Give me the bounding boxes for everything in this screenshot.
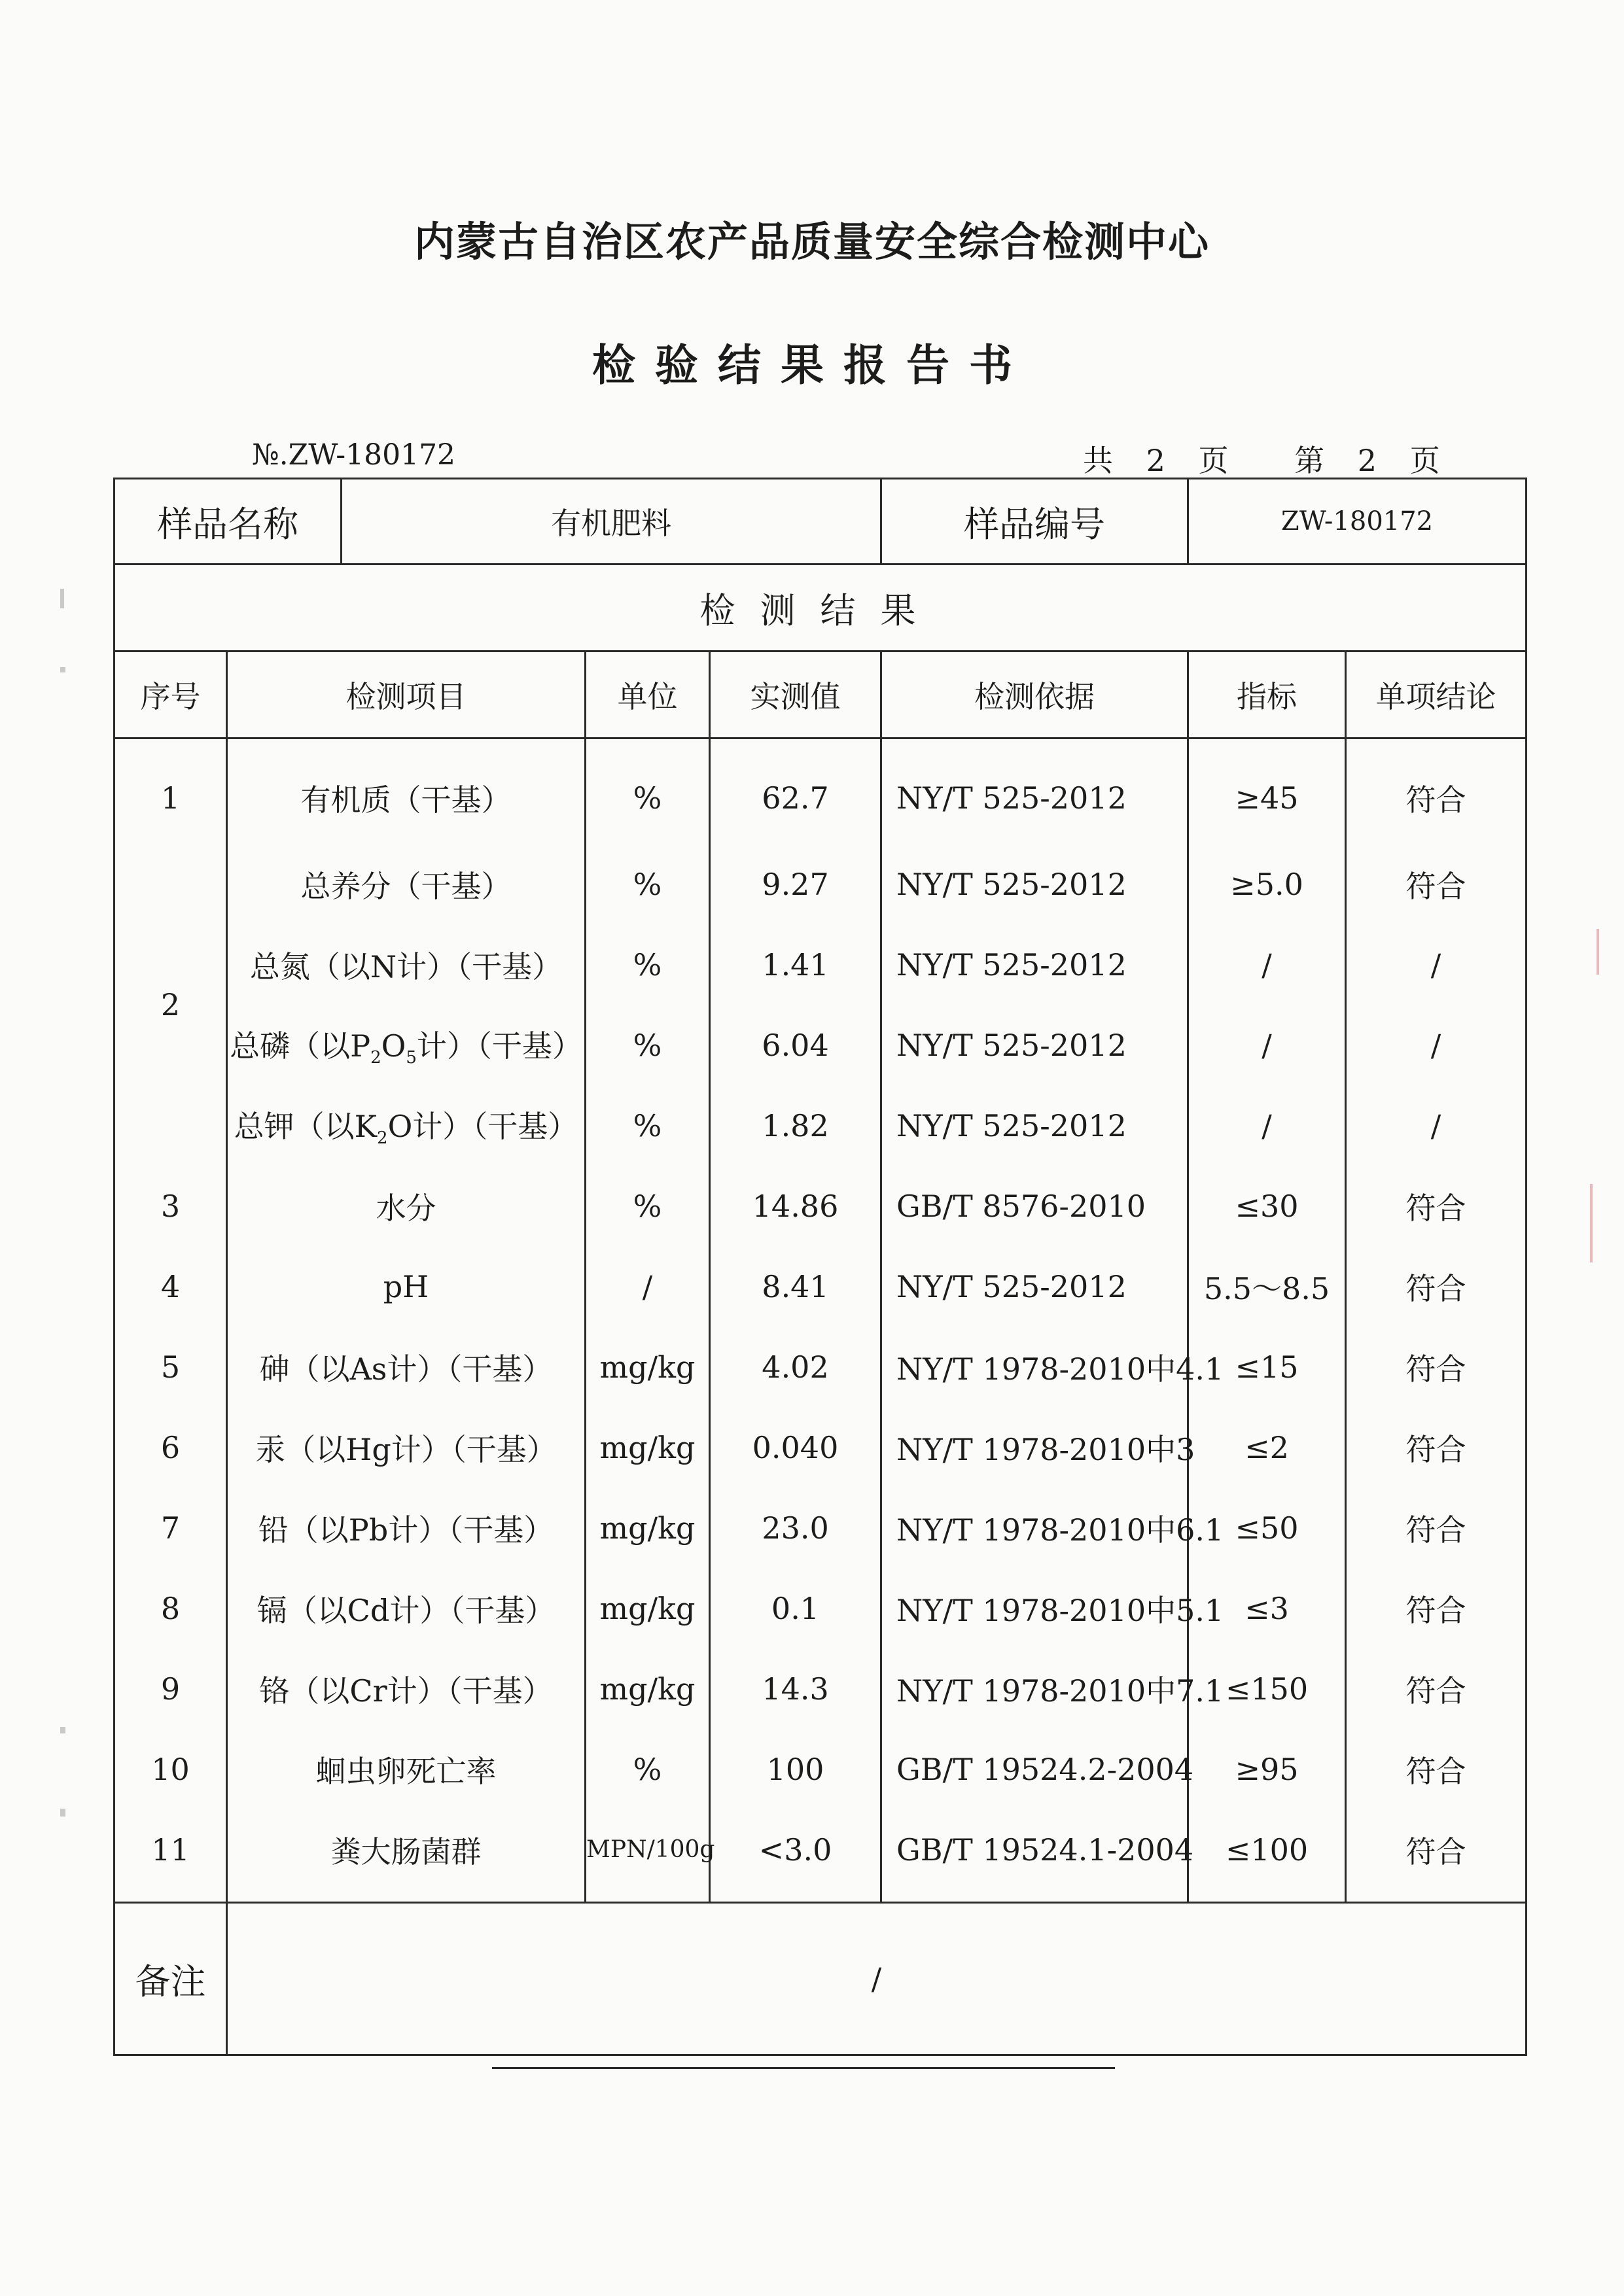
row-spec: ≤100 (1188, 1809, 1346, 1903)
row-unit: mg/kg (586, 1407, 710, 1487)
table-row (115, 1085, 1527, 1166)
col-header-result: 单项结论 (1346, 652, 1527, 739)
table-row (115, 1407, 1527, 1487)
page-indicator (1083, 437, 1453, 480)
row-value: 62.7 (710, 739, 881, 844)
table-row (115, 1005, 1527, 1085)
sample-name-value: 有机肥料 (342, 479, 881, 565)
row-result: 符合 (1346, 1246, 1527, 1327)
row-item: 总钾（以$K_2O$计）（干基） (227, 1085, 586, 1166)
row-no: 8 (115, 1568, 227, 1648)
table-row (115, 844, 1527, 924)
sample-code-label: 样品编号 (881, 479, 1188, 565)
row-spec: 5.5～8.5 (1188, 1246, 1346, 1327)
page-total: 2 (1146, 443, 1169, 478)
row-result: 符合 (1346, 844, 1527, 924)
row-basis: NY/T 1978-2010中3 (881, 1407, 1188, 1487)
row-spec: ≤2 (1188, 1407, 1346, 1487)
row-unit: % (586, 1005, 710, 1085)
row-value: 14.86 (710, 1166, 881, 1246)
row-result: 符合 (1346, 1648, 1527, 1729)
sample-code-value: ZW-180172 (1188, 479, 1527, 565)
row-item: 总养分（干基） (227, 844, 586, 924)
row-item: 粪大肠菌群 (227, 1809, 586, 1903)
row-no: 1 (115, 739, 227, 844)
row-no: 9 (115, 1648, 227, 1729)
row-spec: ≤3 (1188, 1568, 1346, 1648)
row-spec: ≤50 (1188, 1487, 1346, 1568)
results-table (113, 478, 1527, 2056)
row-spec: ≥95 (1188, 1729, 1346, 1809)
row-unit: % (586, 739, 710, 844)
row-result: 符合 (1346, 739, 1527, 844)
row-value: 9.27 (710, 844, 881, 924)
row-item: 铬（以Cr计）（干基） (227, 1648, 586, 1729)
row-item: pH (227, 1246, 586, 1327)
row-spec: ≥5.0 (1188, 844, 1346, 924)
row-value: 4.02 (710, 1327, 881, 1407)
row-basis: NY/T 525-2012 (881, 1005, 1188, 1085)
row-result: / (1346, 1005, 1527, 1085)
stamp-edge (1597, 929, 1599, 975)
row-basis: NY/T 1978-2010中5.1 (881, 1568, 1188, 1648)
row-unit: mg/kg (586, 1487, 710, 1568)
row-unit: % (586, 1166, 710, 1246)
scan-speck (60, 667, 65, 672)
table-row (115, 1487, 1527, 1568)
scan-speck (60, 1727, 65, 1733)
col-header-basis: 检测依据 (881, 652, 1188, 739)
remark-label: 备注 (115, 1903, 227, 2055)
remark-value: / (227, 1903, 1527, 2055)
row-result: 符合 (1346, 1729, 1527, 1809)
row-item: 铅（以Pb计）（干基） (227, 1487, 586, 1568)
row-value: 0.040 (710, 1407, 881, 1487)
section-title-row (115, 565, 1527, 652)
row-result: 符合 (1346, 1809, 1527, 1903)
row-spec: / (1188, 1085, 1346, 1166)
row-no: 6 (115, 1407, 227, 1487)
row-unit: mg/kg (586, 1568, 710, 1648)
row-value: 1.82 (710, 1085, 881, 1166)
sample-name-label: 样品名称 (115, 479, 342, 565)
report-title: 检验结果报告书 (592, 339, 1032, 391)
col-header-value: 实测值 (710, 652, 881, 739)
row-value: 8.41 (710, 1246, 881, 1327)
row-unit: mg/kg (586, 1648, 710, 1729)
end-line (492, 2067, 1115, 2069)
row-item: 水分 (227, 1166, 586, 1246)
page-total-label: 共 (1083, 443, 1117, 478)
table-row (115, 739, 1527, 844)
page-current-label: 第 (1294, 443, 1329, 478)
row-unit: / (586, 1246, 710, 1327)
row-unit: % (586, 1729, 710, 1809)
row-value: 14.3 (710, 1648, 881, 1729)
row-result: 符合 (1346, 1166, 1527, 1246)
row-spec: ≥45 (1188, 739, 1346, 844)
row-basis: NY/T 525-2012 (881, 1246, 1188, 1327)
table-row (115, 924, 1527, 1005)
row-unit: % (586, 844, 710, 924)
row-no: 3 (115, 1166, 227, 1246)
row-unit: % (586, 924, 710, 1005)
remark-row (115, 1903, 1527, 2055)
stamp-edge (1590, 1184, 1593, 1262)
table-row (115, 1246, 1527, 1327)
row-no: 10 (115, 1729, 227, 1809)
row-no: 4 (115, 1246, 227, 1327)
col-header-unit: 单位 (586, 652, 710, 739)
row-result: 符合 (1346, 1487, 1527, 1568)
row-basis: NY/T 1978-2010中4.1 (881, 1327, 1188, 1407)
row-spec: / (1188, 1005, 1346, 1085)
table-header-row (115, 652, 1527, 739)
row-result: 符合 (1346, 1327, 1527, 1407)
row-item: 砷（以As计）（干基） (227, 1327, 586, 1407)
row-value: 6.04 (710, 1005, 881, 1085)
sample-info-row (115, 479, 1527, 565)
row-result: / (1346, 1085, 1527, 1166)
row-item: 镉（以Cd计）（干基） (227, 1568, 586, 1648)
row-basis: NY/T 1978-2010中6.1 (881, 1487, 1188, 1568)
section-title: 检测结果 (115, 565, 1527, 652)
row-no: 2 (115, 844, 227, 1166)
row-value: 0.1 (710, 1568, 881, 1648)
row-basis: GB/T 19524.2-2004 (881, 1729, 1188, 1809)
row-result: / (1346, 924, 1527, 1005)
row-item: 总氮（以N计）（干基） (227, 924, 586, 1005)
table-row (115, 1809, 1527, 1903)
row-spec: ≤15 (1188, 1327, 1346, 1407)
row-basis: GB/T 19524.1-2004 (881, 1809, 1188, 1903)
row-result: 符合 (1346, 1407, 1527, 1487)
row-basis: NY/T 525-2012 (881, 844, 1188, 924)
row-item: 汞（以Hg计）（干基） (227, 1407, 586, 1487)
row-value: 23.0 (710, 1487, 881, 1568)
col-header-no: 序号 (115, 652, 227, 739)
row-spec: ≤150 (1188, 1648, 1346, 1729)
table-row (115, 1568, 1527, 1648)
row-unit: mg/kg (586, 1327, 710, 1407)
row-spec: / (1188, 924, 1346, 1005)
row-value: <3.0 (710, 1809, 881, 1903)
table-row (115, 1648, 1527, 1729)
row-item: 有机质（干基） (227, 739, 586, 844)
row-basis: NY/T 525-2012 (881, 1085, 1188, 1166)
row-result: 符合 (1346, 1568, 1527, 1648)
table-row (115, 1327, 1527, 1407)
row-unit: MPN/100g (586, 1809, 710, 1903)
table-row (115, 1166, 1527, 1246)
row-no: 5 (115, 1327, 227, 1407)
row-spec: ≤30 (1188, 1166, 1346, 1246)
row-basis: NY/T 525-2012 (881, 739, 1188, 844)
page-current: 2 (1357, 443, 1381, 478)
page-unit: 页 (1198, 443, 1233, 478)
row-basis: NY/T 1978-2010中7.1 (881, 1648, 1188, 1729)
row-unit: % (586, 1085, 710, 1166)
scan-speck (60, 1809, 65, 1817)
table-row (115, 1729, 1527, 1809)
page-unit-2: 页 (1409, 443, 1444, 478)
row-item: 蛔虫卵死亡率 (227, 1729, 586, 1809)
row-item: 总磷（以$P_2O_5$计）（干基） (227, 1005, 586, 1085)
scan-speck (60, 589, 64, 608)
row-basis: NY/T 525-2012 (881, 924, 1188, 1005)
col-header-spec: 指标 (1188, 652, 1346, 739)
row-basis: GB/T 8576-2010 (881, 1166, 1188, 1246)
row-value: 100 (710, 1729, 881, 1809)
organization-title: 内蒙古自治区农产品质量安全综合检测中心 (414, 218, 1210, 266)
col-header-item: 检测项目 (227, 652, 586, 739)
row-no: 7 (115, 1487, 227, 1568)
report-number: №.ZW-180172 (252, 438, 456, 472)
row-value: 1.41 (710, 924, 881, 1005)
row-no: 11 (115, 1809, 227, 1903)
